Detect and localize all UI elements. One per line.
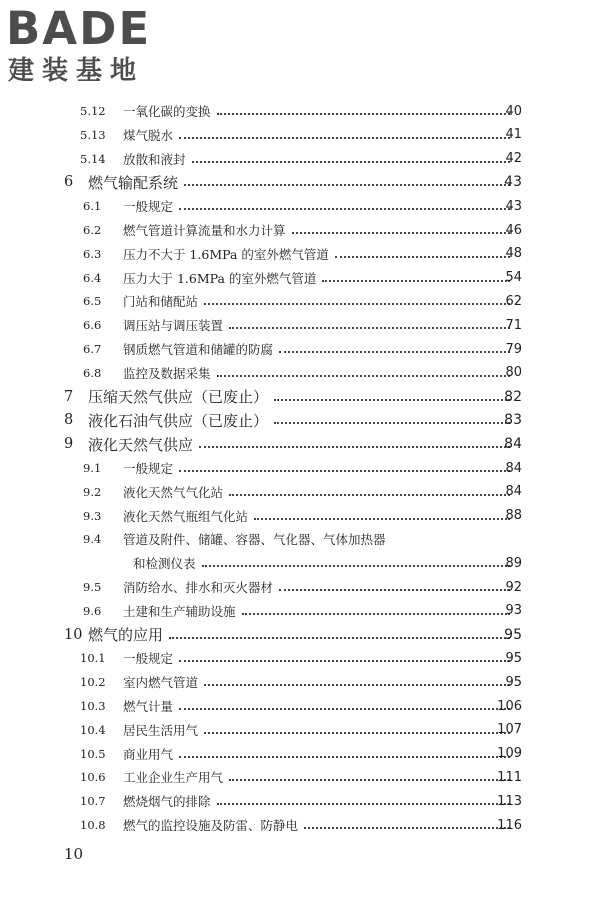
toc-title-wrap bbox=[123, 364, 516, 382]
toc-section-row[interactable] bbox=[0, 766, 600, 788]
toc-title: 一般规定 bbox=[123, 651, 174, 667]
dot-leader bbox=[202, 565, 510, 567]
dot-leader bbox=[204, 732, 510, 734]
toc-section-row[interactable] bbox=[0, 148, 600, 170]
toc-section-row[interactable] bbox=[0, 362, 600, 384]
toc-section-row[interactable] bbox=[0, 290, 600, 312]
toc-title-wrap bbox=[123, 221, 516, 239]
toc-title-wrap bbox=[123, 269, 516, 287]
toc-number: 9.4 bbox=[83, 532, 102, 547]
toc-title-wrap bbox=[123, 150, 516, 168]
toc-number: 9.1 bbox=[83, 461, 102, 475]
toc-number: 6.8 bbox=[83, 365, 102, 380]
toc-number: 5.14 bbox=[80, 151, 106, 166]
toc-section-row[interactable] bbox=[0, 647, 600, 669]
toc-title: 压力大于 1.6MPa 的室外燃气管道 bbox=[123, 270, 317, 286]
toc-section-row[interactable] bbox=[0, 505, 600, 527]
dot-leader bbox=[179, 756, 510, 758]
logo-wordmark: BADE bbox=[6, 2, 152, 55]
toc-section-row[interactable] bbox=[0, 528, 600, 550]
toc-section-row[interactable] bbox=[0, 243, 600, 265]
toc-title: 门站和储配站 bbox=[123, 294, 199, 310]
toc-number: 5.12 bbox=[80, 104, 106, 118]
toc-number: 6.1 bbox=[83, 199, 102, 214]
toc-title-wrap bbox=[123, 102, 516, 120]
dot-leader bbox=[304, 827, 510, 829]
toc-number: 5.13 bbox=[80, 127, 106, 142]
toc-title-wrap bbox=[123, 197, 516, 215]
toc-section-row[interactable] bbox=[0, 600, 600, 622]
toc-number: 10.4 bbox=[80, 722, 106, 737]
toc-page-number: 106 bbox=[497, 698, 522, 714]
toc-page-number: 83 bbox=[504, 412, 522, 429]
toc-title-wrap bbox=[123, 578, 516, 596]
toc-page-number: 84 bbox=[505, 460, 522, 476]
dot-leader bbox=[184, 184, 510, 186]
dot-leader bbox=[279, 589, 510, 591]
toc-title: 压缩天然气供应（已废止） bbox=[88, 388, 269, 407]
toc-title: 液化天然气瓶组气化站 bbox=[123, 508, 249, 524]
toc-title-wrap bbox=[133, 554, 516, 572]
toc-title: 煤气脱水 bbox=[123, 127, 174, 143]
toc-section-row[interactable] bbox=[0, 671, 600, 693]
logo-subtitle: 建装基地 bbox=[8, 56, 145, 86]
toc-title-wrap bbox=[88, 624, 516, 645]
toc-title: 燃气管道计算流量和水力计算 bbox=[123, 223, 286, 238]
toc-title-wrap bbox=[123, 792, 516, 810]
toc-section-row[interactable] bbox=[0, 124, 600, 146]
toc-page-number: 92 bbox=[505, 579, 522, 595]
dot-leader bbox=[279, 351, 510, 353]
toc-section-row[interactable] bbox=[0, 481, 600, 503]
toc-number: 10.6 bbox=[80, 770, 106, 785]
toc-title-wrap bbox=[123, 459, 516, 477]
toc-page-number: 88 bbox=[505, 508, 522, 524]
toc-title-wrap bbox=[123, 721, 516, 739]
toc-number: 10 bbox=[64, 626, 83, 643]
toc-title: 居民生活用气 bbox=[123, 722, 199, 738]
toc-title: 工业企业生产用气 bbox=[123, 770, 224, 786]
toc-page-number: 116 bbox=[497, 817, 522, 833]
toc-title: 放散和液封 bbox=[123, 151, 186, 167]
dot-leader bbox=[229, 494, 510, 496]
toc-title-wrap bbox=[123, 340, 516, 358]
toc-number: 9.3 bbox=[83, 508, 102, 523]
toc-title-wrap bbox=[123, 673, 516, 691]
toc-title: 室内燃气管道 bbox=[123, 675, 199, 691]
toc-title-wrap bbox=[123, 292, 516, 310]
toc-section-row[interactable] bbox=[0, 267, 600, 289]
toc-title-wrap bbox=[123, 507, 516, 525]
dot-leader bbox=[274, 399, 510, 401]
toc-number: 9.2 bbox=[83, 484, 102, 499]
toc-title: 压力不大于 1.6MPa 的室外燃气管道 bbox=[123, 246, 329, 262]
toc-title-wrap bbox=[88, 172, 516, 193]
toc-title-wrap bbox=[123, 245, 516, 263]
toc-chapter-row[interactable] bbox=[0, 386, 600, 408]
dot-leader bbox=[254, 518, 510, 520]
dot-leader bbox=[274, 422, 510, 424]
toc-title-wrap bbox=[123, 768, 516, 786]
dot-leader bbox=[169, 637, 510, 639]
toc-title: 液化石油气供应（已废止） bbox=[88, 411, 269, 430]
toc-number: 9.6 bbox=[83, 603, 102, 618]
toc-title-wrap bbox=[88, 410, 516, 431]
toc-page-number: 43 bbox=[504, 174, 522, 191]
toc-page-number: 84 bbox=[504, 436, 522, 453]
toc-section-row[interactable] bbox=[0, 719, 600, 741]
toc-title: 燃烧烟气的排除 bbox=[123, 794, 211, 810]
toc-page-number: 62 bbox=[505, 293, 522, 309]
toc-title: 液化天然气气化站 bbox=[123, 484, 224, 500]
toc-section-row[interactable] bbox=[0, 576, 600, 598]
toc-number: 6.7 bbox=[83, 342, 102, 356]
toc-section-row[interactable] bbox=[0, 695, 600, 717]
dot-leader bbox=[292, 232, 510, 234]
dot-leader bbox=[179, 208, 510, 210]
toc-section-row[interactable] bbox=[0, 195, 600, 217]
toc-number: 6 bbox=[64, 174, 74, 191]
toc-title: 一般规定 bbox=[123, 199, 174, 215]
toc-title-wrap bbox=[123, 816, 516, 834]
toc-title: 商业用气 bbox=[123, 746, 174, 762]
toc-title-wrap bbox=[123, 483, 516, 501]
dot-leader bbox=[242, 613, 510, 615]
toc-page-number: 46 bbox=[505, 222, 522, 238]
toc-section-row[interactable] bbox=[0, 552, 600, 574]
toc-chapter-row[interactable] bbox=[0, 171, 600, 193]
toc-section-row[interactable] bbox=[0, 790, 600, 812]
toc-number: 8 bbox=[64, 412, 74, 429]
dot-leader bbox=[179, 137, 510, 139]
toc-page-number: 89 bbox=[505, 555, 522, 571]
toc-page-number: 84 bbox=[505, 484, 522, 500]
dot-leader bbox=[217, 113, 510, 115]
toc-page-number: 71 bbox=[505, 317, 522, 333]
toc-chapter-row[interactable] bbox=[0, 433, 600, 455]
toc-page-number: 109 bbox=[497, 746, 522, 762]
toc-title-wrap bbox=[123, 316, 516, 334]
toc-page-number: 93 bbox=[505, 603, 522, 619]
dot-leader bbox=[204, 684, 510, 686]
dot-leader bbox=[179, 660, 510, 662]
toc-title-wrap bbox=[88, 386, 516, 407]
dot-leader bbox=[217, 803, 510, 805]
toc-page-number: 107 bbox=[497, 722, 522, 738]
toc-section-row[interactable] bbox=[0, 219, 600, 241]
dot-leader bbox=[229, 779, 510, 781]
toc-title-wrap bbox=[123, 745, 516, 763]
toc-page-number: 95 bbox=[505, 650, 522, 666]
toc-page-number: 95 bbox=[504, 626, 522, 643]
toc-title: 燃气的应用 bbox=[88, 626, 164, 645]
toc-page-number: 95 bbox=[505, 674, 522, 690]
dot-leader bbox=[229, 327, 510, 329]
footer-page-number: 10 bbox=[64, 845, 84, 863]
toc-chapter-row[interactable] bbox=[0, 624, 600, 646]
toc-title: 钢质燃气管道和储罐的防腐 bbox=[123, 342, 274, 357]
toc-page-number: 43 bbox=[505, 198, 522, 214]
toc-title: 调压站与调压装置 bbox=[123, 318, 224, 334]
toc-title: 一般规定 bbox=[123, 461, 174, 476]
toc-number: 6.4 bbox=[83, 270, 102, 285]
toc-page-number: 54 bbox=[505, 270, 522, 286]
toc-number: 10.8 bbox=[80, 818, 106, 832]
toc-page-number: 111 bbox=[497, 769, 522, 785]
toc-title: 燃气计量 bbox=[123, 699, 174, 714]
toc-title: 燃气输配系统 bbox=[88, 173, 179, 192]
toc-page-number: 48 bbox=[505, 246, 522, 262]
toc-title-wrap bbox=[88, 434, 516, 455]
toc-number: 7 bbox=[64, 388, 74, 405]
toc-title: 监控及数据采集 bbox=[123, 365, 211, 381]
toc-title: 液化天然气供应 bbox=[88, 435, 194, 454]
toc-title: 土建和生产辅助设施 bbox=[123, 603, 236, 619]
toc-page-number: 113 bbox=[497, 793, 522, 809]
toc-section-row[interactable] bbox=[0, 743, 600, 765]
toc-title: 消防给水、排水和灭火器材 bbox=[123, 580, 274, 595]
toc-title-wrap bbox=[123, 530, 516, 548]
toc-title: 和检测仪表 bbox=[133, 556, 196, 572]
toc-number: 9.5 bbox=[83, 580, 102, 594]
toc-section-row[interactable] bbox=[0, 338, 600, 360]
toc-number: 6.6 bbox=[83, 318, 102, 333]
toc-title-wrap bbox=[123, 649, 516, 667]
toc-number: 10.3 bbox=[80, 699, 106, 713]
toc-number: 10.2 bbox=[80, 675, 106, 690]
toc-number: 6.2 bbox=[83, 223, 102, 237]
toc-page-number: 42 bbox=[505, 151, 522, 167]
dot-leader bbox=[192, 161, 510, 163]
toc-title: 一氧化碳的变换 bbox=[123, 104, 211, 119]
dot-leader bbox=[179, 470, 510, 472]
toc-number: 9 bbox=[64, 436, 74, 453]
toc-section-row[interactable] bbox=[0, 100, 600, 122]
toc-title: 管道及附件、储罐、容器、气化器、气体加热器 bbox=[123, 532, 386, 548]
toc-page-number: 41 bbox=[505, 127, 522, 143]
toc-chapter-row[interactable] bbox=[0, 409, 600, 431]
dot-leader bbox=[179, 708, 510, 710]
toc-number: 10.1 bbox=[80, 651, 106, 666]
toc-number: 6.3 bbox=[83, 246, 102, 261]
toc-title-wrap bbox=[123, 602, 516, 620]
toc-section-row[interactable] bbox=[0, 814, 600, 836]
toc-section-row[interactable] bbox=[0, 314, 600, 336]
dot-leader bbox=[204, 303, 510, 305]
toc-page-number: 79 bbox=[505, 341, 522, 357]
toc-title: 燃气的监控设施及防雷、防静电 bbox=[123, 818, 299, 833]
toc-page-number: 82 bbox=[504, 388, 522, 405]
toc-number: 6.5 bbox=[83, 294, 102, 309]
dot-leader bbox=[217, 375, 510, 377]
toc-title-wrap bbox=[123, 126, 516, 144]
toc-title-wrap bbox=[123, 697, 516, 715]
dot-leader bbox=[199, 446, 510, 448]
toc-number: 10.7 bbox=[80, 794, 106, 809]
toc-number: 10.5 bbox=[80, 746, 106, 761]
toc-page-number: 80 bbox=[505, 365, 522, 381]
toc-section-row[interactable] bbox=[0, 457, 600, 479]
toc-page-number: 40 bbox=[505, 103, 522, 119]
